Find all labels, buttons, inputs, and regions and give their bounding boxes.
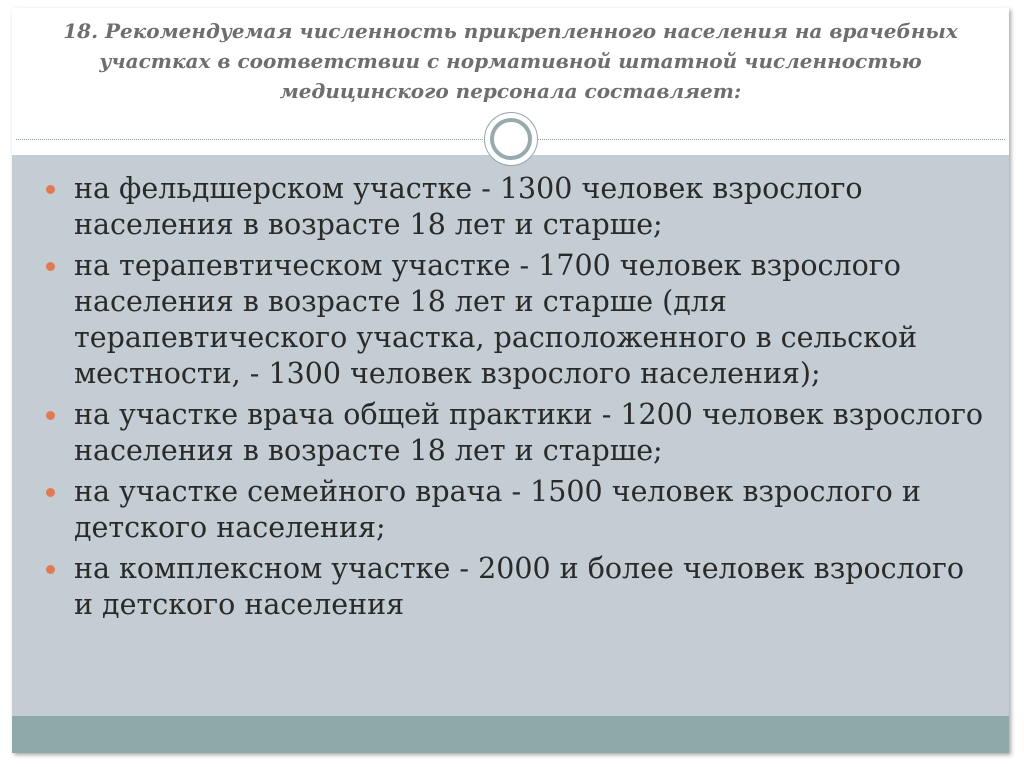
bullet-dot-icon <box>46 185 55 194</box>
bullet-dot-icon <box>46 262 55 271</box>
list-item <box>42 171 992 243</box>
footer-bar <box>12 716 1009 753</box>
slide-content <box>42 171 992 628</box>
bullet-dot-icon <box>46 565 55 574</box>
slide <box>12 8 1009 753</box>
list-item <box>42 474 992 546</box>
list-item-text: на фельдшерском участке - 1300 человек взрослого населения в возрасте 18 лет и старше; <box>74 172 863 241</box>
list-item-text: на участке семейного врача - 1500 человек взрослого и детского населения; <box>74 475 921 544</box>
list-item-text: на комплексном участке - 2000 и более человек взрослого и детского населения <box>74 552 964 621</box>
circle-ring <box>490 118 532 160</box>
circle-emblem-icon <box>484 112 538 166</box>
bullet-list <box>42 171 992 623</box>
list-item <box>42 551 992 623</box>
bullet-dot-icon <box>46 411 55 420</box>
slide-title: 18. Рекомендуемая численность прикрепленного населения на врачебных участках в соответствии с нормативной штатной численностью медицинского персонала составляет: <box>63 19 958 103</box>
list-item <box>42 248 992 392</box>
bullet-dot-icon <box>46 488 55 497</box>
list-item-text: на участке врача общей практики - 1200 человек взрослого населения в возрасте 18 лет и старше; <box>74 398 984 467</box>
list-item-text: на терапевтическом участке - 1700 человек взрослого населения в возрасте 18 лет и старше (для терапевтического участка, расположенного в сельской местности, - 1300 человек взрослого населения); <box>74 249 918 390</box>
list-item <box>42 397 992 469</box>
